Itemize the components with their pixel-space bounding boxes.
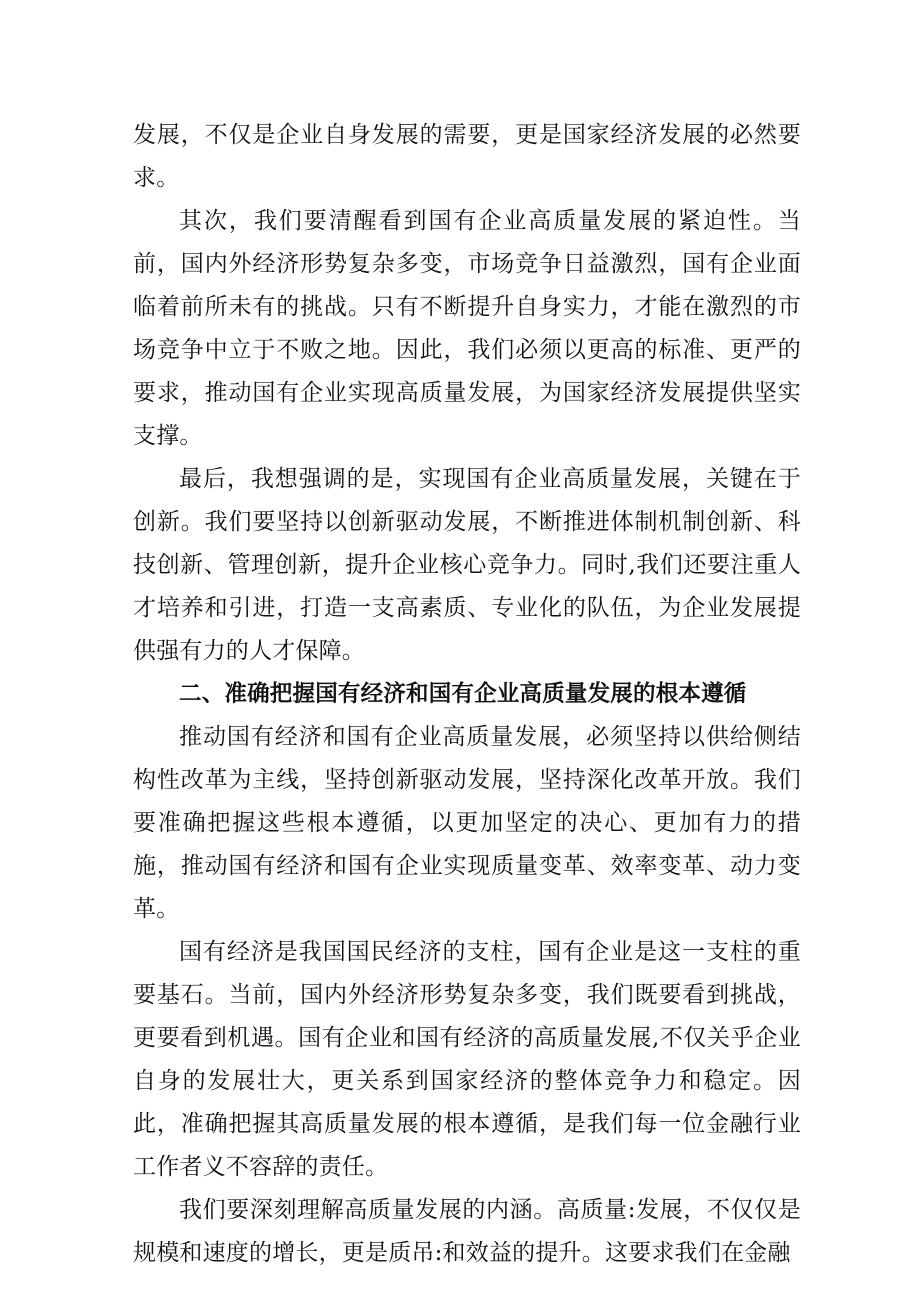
paragraph-urgency: 其次，我们要清醒看到国有企业高质量发展的紧迫性。当前，国内外经济形势复杂多变，市场竞争日益激烈，国有企业面临着前所未有的挑战。只有不断提升自身实力，才能在激烈的市场竞争中立于不败之地。因此，我们必须以更高的标准、更严的要求，推动国有企业实现高质量发展，为国家经济发展提供坚实支撑。 [133,208,801,449]
paragraph-pillar: 国有经济是我国国民经济的支柱，国有企业是这一支柱的重要基石。当前，国内外经济形势复杂多变，我们既要看到挑战，更要看到机遇。国有企业和国有经济的高质量发展,不仅关乎企业自身的发展壮大，更关系到国家经济的整体竞争力和稳定。因此，准确把握其高质量发展的根本遵循，是我们每一位金融行业工作者义不容辞的责任。 [133,939,801,1180]
paragraph-principles: 推动国有经济和国有企业高质量发展，必须坚持以供给侧结构性改革为主线，坚持创新驱动发展，坚持深化改革开放。我们要准确把握这些根本遵循，以更加坚定的决心、更加有力的措施，推动国有经济和国有企业实现质量变革、效率变革、动力变革。 [133,724,801,922]
document-body [133,114,801,1275]
paragraph-innovation: 最后，我想强调的是，实现国有企业高质量发展，关键在于创新。我们要坚持以创新驱动发展，不断推进体制机制创新、科技创新、管理创新，提升企业核心竞争力。同时,我们还要注重人才培养和引进，打造一支高素质、专业化的队伍，为企业发展提供强有力的人才保障。 [133,466,801,664]
paragraph-connotation: 我们要深刻理解高质量发展的内涵。高质量:发展，不仅仅是规模和速度的增长，更是质吊:和效益的提升。这要求我们在金融 [133,1197,801,1266]
paragraph-continuation: 发展，不仅是企业自身发展的需要，更是国家经济发展的必然要求。 [133,122,801,191]
section-heading: 二、准确把握国有经济和国有企业高质量发展的根本遵循 [179,681,747,707]
